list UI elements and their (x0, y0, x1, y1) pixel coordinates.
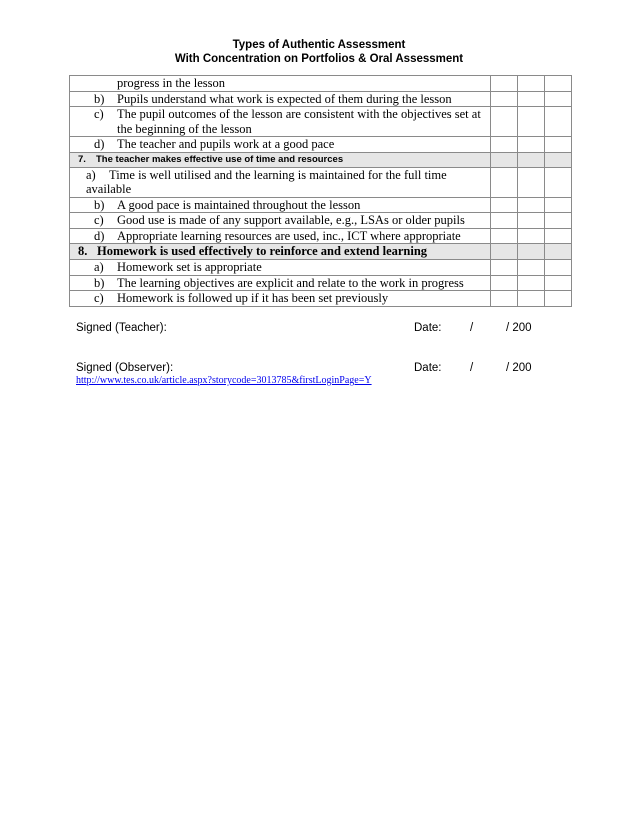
item-text: The learning objectives are explicit and relate to the work in progress (117, 275, 464, 290)
table-row (70, 107, 572, 137)
section-heading: Homework is used effectively to reinforce and extend learning (97, 244, 428, 258)
table-row (70, 137, 572, 153)
item-label: d) (94, 137, 105, 151)
teacher-date-separator: / (470, 322, 474, 334)
item-text: The teacher and pupils work at a good pace (117, 137, 335, 151)
table-row (70, 197, 572, 213)
item-label: b) (94, 197, 105, 212)
table-row (70, 260, 572, 276)
section-number: 8. (78, 244, 88, 258)
item-label: c) (94, 107, 104, 121)
item-text: The pupil outcomes of the lesson are consistent with the objectives set at the beginning of the lesson (117, 107, 481, 136)
observer-date-year: / 200 (506, 362, 532, 374)
table-row (70, 291, 572, 307)
item-label: a) (86, 167, 96, 182)
teacher-signature-label: Signed (Teacher): (76, 322, 167, 334)
document-subtitle: With Concentration on Portfolios & Oral Assessment (174, 53, 464, 65)
item-label: b) (94, 275, 105, 290)
table-row (70, 91, 572, 107)
item-text: Good use is made of any support available, e.g., LSAs or older pupils (117, 213, 465, 227)
table-row (70, 167, 572, 197)
section-heading: The teacher makes effective use of time and resources (96, 153, 344, 165)
item-text: Pupils understand what work is expected of them during the lesson (117, 91, 452, 106)
item-text: Homework set is appropriate (117, 260, 262, 274)
observer-date-separator: / (470, 362, 474, 374)
teacher-date-label: Date: (414, 322, 442, 334)
table-row (70, 228, 572, 244)
teacher-date-year: / 200 (506, 322, 532, 334)
section-number: 7. (78, 153, 86, 165)
item-text: Homework is followed up if it has been set previously (117, 291, 389, 305)
observer-date-label: Date: (414, 362, 442, 374)
item-label: d) (94, 228, 105, 243)
table-row (70, 213, 572, 229)
item-label: b) (94, 91, 105, 106)
document-header (0, 38, 638, 66)
observer-signature-label: Signed (Observer): (76, 362, 174, 374)
item-text: A good pace is maintained throughout the lesson (117, 197, 361, 212)
table-row (70, 76, 572, 92)
item-label: c) (94, 213, 104, 227)
section-heading-row (70, 152, 572, 167)
criteria-table (69, 75, 572, 307)
document-title: Types of Authentic Assessment (232, 39, 406, 51)
item-text: Appropriate learning resources are used, inc., ICT where appropriate (117, 228, 461, 243)
item-label: c) (94, 291, 104, 305)
section-heading-row (70, 244, 572, 260)
criterion-continuation: progress in the lesson (117, 76, 225, 90)
item-text: Time is well utilised and the learning is maintained for the full time available (86, 167, 447, 196)
item-label: a) (94, 260, 104, 274)
table-row (70, 275, 572, 291)
source-link[interactable]: http://www.tes.co.uk/article.aspx?storycode=3013785&firstLoginPage=Y (76, 375, 372, 386)
